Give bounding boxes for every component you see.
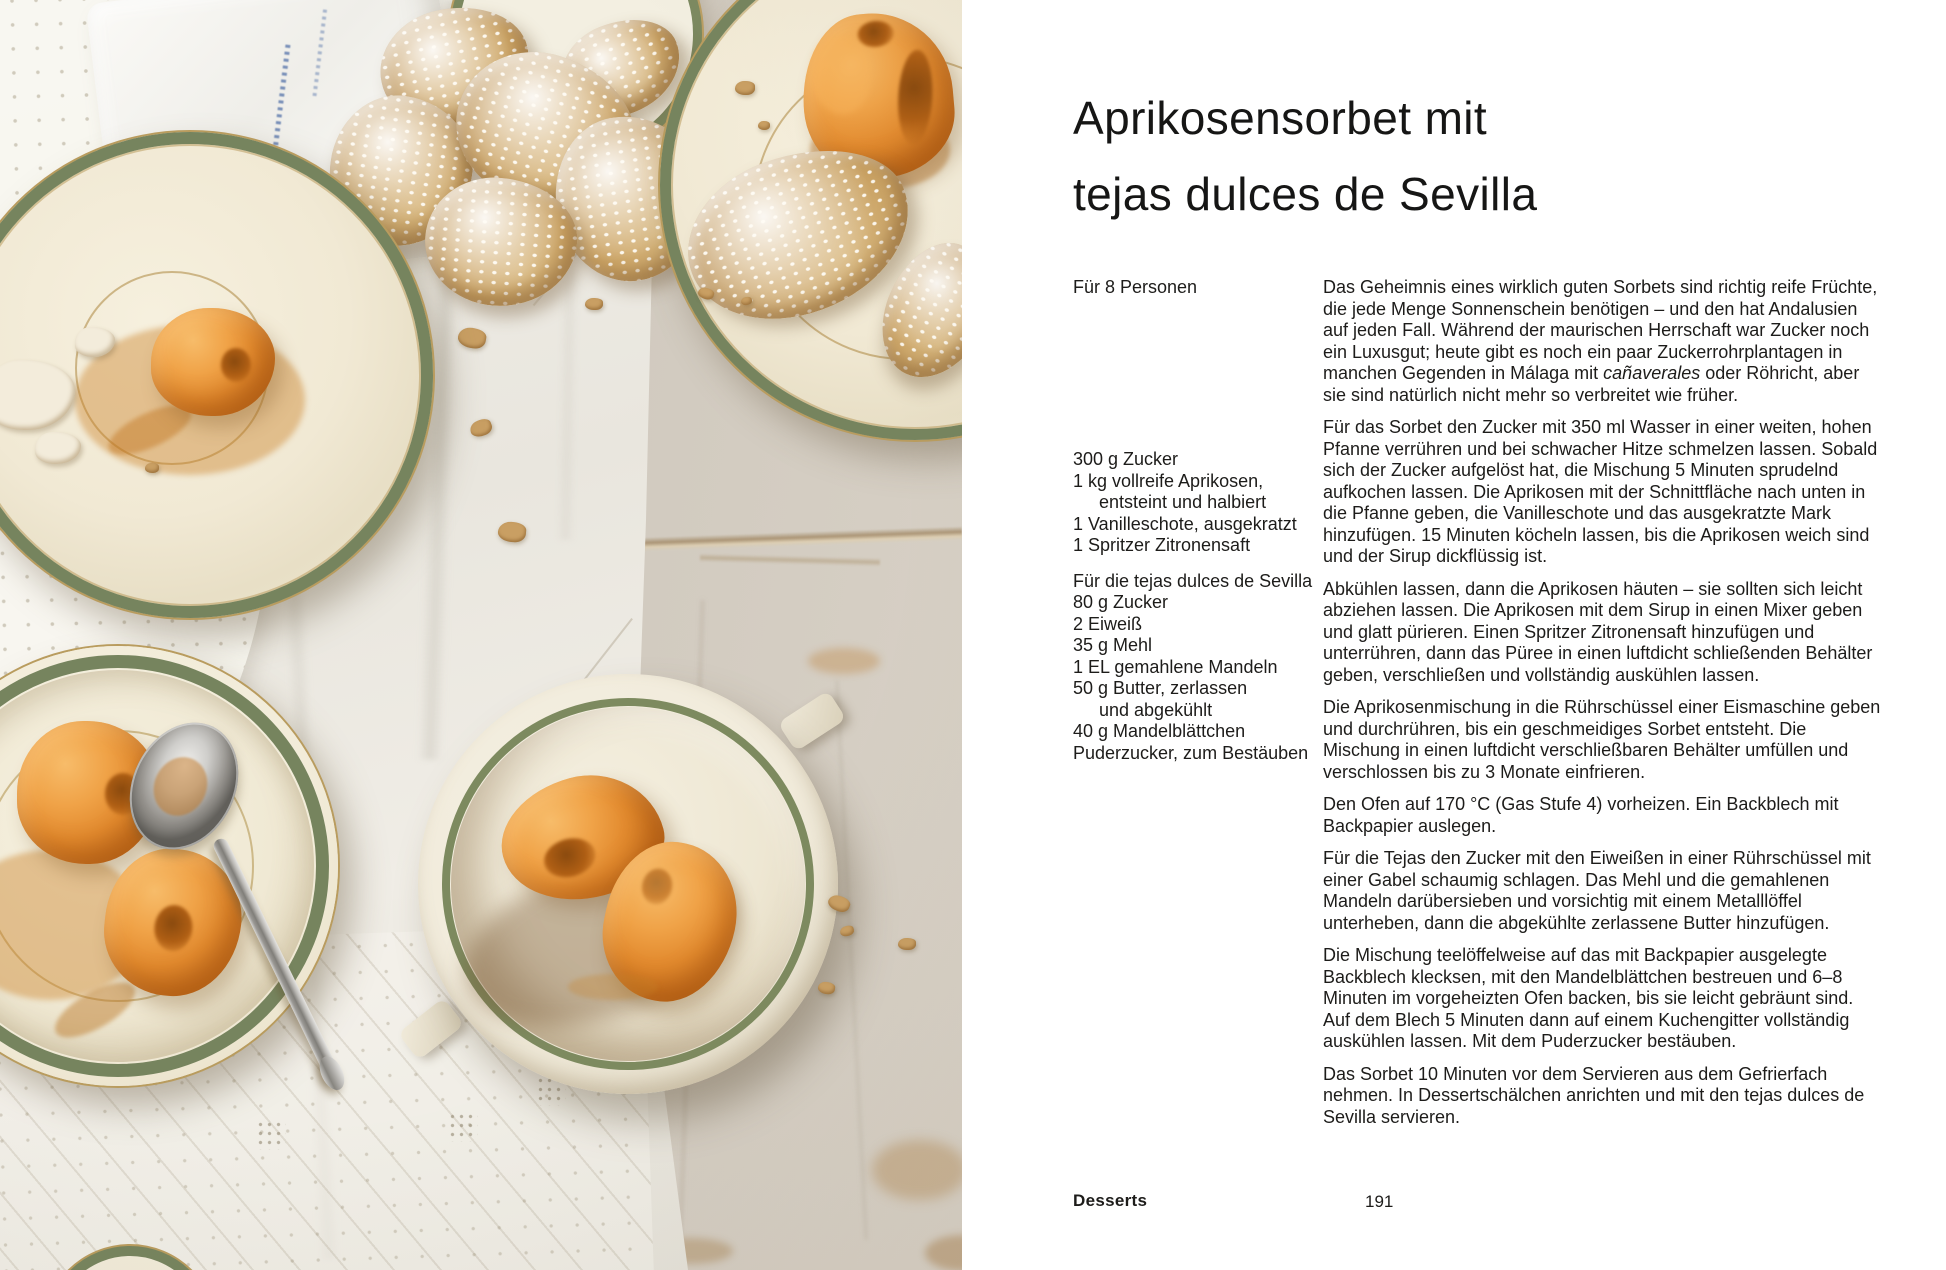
- scoop-crease: [221, 348, 251, 382]
- quenelle-crease: [896, 49, 935, 146]
- step-paragraph: Den Ofen auf 170 °C (Gas Stufe 4) vorheizen. Ein Backblech mit Backpapier auslegen.: [1323, 794, 1839, 836]
- method-text: [1323, 277, 1883, 1139]
- recipe-page: [962, 0, 1946, 1270]
- marble-crack: [630, 526, 962, 552]
- cookie-crumb: [839, 924, 855, 937]
- scoop-crease: [639, 866, 676, 907]
- cookie-piece: [35, 432, 81, 464]
- step-paragraph: Die Aprikosenmischung in die Rührschüssel einer Eismaschine geben und durchrühren, bis ein geschmeidiges Sorbet entsteht. Die Mischung in einen luftdicht verschließbaren Behälter umfüllen und verschlossen bis zu 3 Monate einfrieren.: [1323, 697, 1881, 782]
- ingredient-line: 1 Spritzer Zitronensaft: [1073, 535, 1251, 555]
- cookie-crumb: [817, 981, 836, 995]
- cookie-piece: [0, 360, 75, 430]
- recipe-title-line1: Aprikosensorbet mit: [1073, 92, 1488, 144]
- step-paragraph: Für die Tejas den Zucker mit den Eiweißen in einer Rührschüssel mit einer Gabel schaumig schlagen. Das Mehl und die gemahlenen Mandeln darübersieben und vorsichtig mit einem Metalllöffel unterheben, dann die abgekühlte zerlassene Butter hinzufügen.: [1323, 848, 1871, 933]
- step-paragraph: Abkühlen lassen, dann die Aprikosen häuten – sie sollten sich leicht abziehen lassen. Die Aprikosen mit dem Sirup in einen Mixer geben und glatt pürieren. Einen Spritzer Zitronensaft hinzufügen und unterrühren, dann das Püree in einen luftdicht schließenden Behälter geben, verschließen und vollständig auskühlen lassen.: [1323, 578, 1873, 685]
- ingredient-line: 1 EL gemahlene Mandeln: [1073, 656, 1278, 677]
- dessert-cup: [418, 674, 838, 1094]
- intro-text-end: oder Röhricht, aber sie sind natürlich nicht mehr so verbreitet wie früher.: [1323, 363, 1860, 405]
- ingredients-subheading: Für die tejas dulces de Sevilla: [1073, 570, 1313, 591]
- scoop-hole: [152, 903, 195, 953]
- food-photo: [0, 0, 962, 1270]
- serves-label: Für 8 Personen: [1073, 277, 1198, 297]
- ingredient-line: 1 Vanilleschote, ausgekratzt: [1073, 513, 1297, 534]
- cookie-crumb: [758, 121, 770, 130]
- embroidery-motif: [256, 1120, 286, 1150]
- sorbet-scoop: [151, 308, 275, 416]
- cookie-crumb: [145, 463, 159, 473]
- marble-stain: [808, 648, 880, 674]
- plate-top-right: [660, 0, 962, 440]
- intro-paragraph: [1323, 277, 1883, 406]
- paper-bag-print: [312, 6, 327, 96]
- paper-bag-print: [271, 42, 290, 160]
- ingredient-line: 35 g Mehl: [1073, 635, 1153, 655]
- curl-opening: [540, 833, 600, 883]
- step-paragraph: Die Mischung teelöffelweise auf das mit Backpapier ausgelegte Backblech klecksen, mit den Mandelblättchen bestreuen und 6–8 Minuten im vorgeheizten Ofen backen, bis sie leicht gebräunt sind. Auf dem Blech 5 Minuten dann auf einem Kuchengitter vollständig auskühlen lassen. Mit dem Puderzucker bestäuben.: [1323, 945, 1854, 1051]
- syrup-shine: [568, 974, 658, 1000]
- cookie-crumb: [585, 298, 603, 310]
- ingredient-line: 2 Eiweiß: [1073, 613, 1143, 634]
- marble-vein: [835, 680, 867, 1239]
- ingredient-line-continued: entsteint und halbiert: [1099, 492, 1267, 512]
- ingredients-list: [1073, 449, 1312, 764]
- quenelle-notch: [857, 19, 895, 48]
- spoon-sorbet-residue: [144, 748, 217, 825]
- marble-stain: [925, 1235, 962, 1270]
- recipe-title: [1073, 80, 1537, 232]
- cookie-crumb: [735, 81, 755, 95]
- ingredient-line-continued: und abgekühlt: [1099, 699, 1213, 720]
- ingredient-line: 80 g Zucker: [1073, 592, 1169, 612]
- ingredient-line: 300 g Zucker: [1073, 449, 1179, 469]
- page-number: 191: [1365, 1192, 1394, 1211]
- cookie-crumb: [898, 938, 916, 950]
- ingredient-line: Puderzucker, zum Bestäuben: [1073, 742, 1309, 763]
- ingredient-line: 1 kg vollreife Aprikosen,: [1073, 470, 1264, 491]
- serving-paragraph: Das Sorbet 10 Minuten vor dem Servieren aus dem Gefrierfach nehmen. In Dessertschälchen anrichten und mit den tejas dulces de Sevilla servieren.: [1323, 1063, 1865, 1127]
- marble-stain: [872, 1140, 962, 1200]
- ingredient-line: 40 g Mandelblättchen: [1073, 721, 1246, 741]
- embroidery-motif: [448, 1112, 478, 1142]
- step-paragraph: Für das Sorbet den Zucker mit 350 ml Wasser in einer weiten, hohen Pfanne verrühren und bei schwacher Hitze schmelzen lassen. Sobald sich der Zucker aufgelöst hat, die Mischung 5 Minuten sprudelnd aufkochen lassen. Die Aprikosen mit der Schnittfläche nach unten in die Pfanne geben, die Vanilleschote und das ausgekratzte Mark hinzufügen. 15 Minuten köcheln lassen, bis die Aprikosen weich sind und der Sirup dickflüssig ist.: [1323, 417, 1878, 566]
- marble-crack: [700, 554, 880, 567]
- footer-section-label: Desserts: [1073, 1191, 1148, 1210]
- ingredient-line: 50 g Butter, zerlassen: [1073, 678, 1248, 698]
- intro-text: Das Geheimnis eines wirklich guten Sorbets sind richtig reife Früchte, die jede Menge Sonnenschein benötigen – und den hat Andalusien auf jeden Fall. Während der maurischen Herrschaft war Zucker noch ein Luxusgut; heute gibt es noch ein paar Zuckerrohrplantagen in manchen Gegenden in Málaga mit: [1323, 277, 1878, 383]
- recipe-title-line2: tejas dulces de Sevilla: [1073, 168, 1538, 220]
- intro-italic-term: cañaverales: [1603, 363, 1701, 383]
